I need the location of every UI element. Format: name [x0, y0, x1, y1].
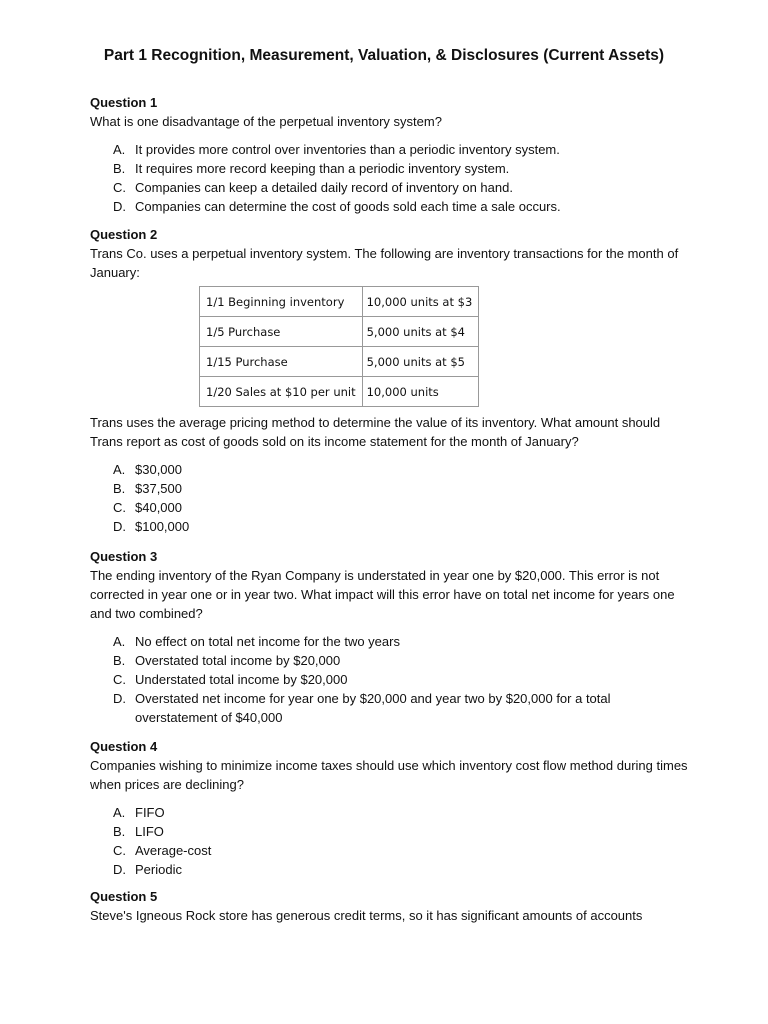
question-2-continued — [90, 413, 670, 536]
page-title: Part 1 Recognition, Measurement, Valuation, & Disclosures (Current Assets) — [103, 47, 665, 64]
option-letter: D. — [113, 862, 126, 877]
option-d — [90, 860, 690, 879]
option-letter: A. — [113, 805, 126, 820]
option-letter: A. — [113, 462, 126, 477]
option-d — [90, 517, 670, 536]
answer-options — [90, 803, 690, 879]
option-c — [90, 178, 690, 197]
option-a — [90, 460, 670, 479]
option-b — [90, 479, 670, 498]
option-c — [90, 498, 670, 517]
option-b — [90, 822, 690, 841]
question-text: Trans uses the average pricing method to determine the value of its inventory. What amount should Trans report as cost of goods sold on its income statement for the month of January? — [90, 415, 661, 449]
option-letter: C. — [113, 180, 126, 195]
table-cell: 1/5 Purchase — [200, 317, 363, 347]
question-text: Companies wishing to minimize income taxes should use which inventory cost flow method during times when prices are declining? — [90, 758, 688, 792]
question-text: The ending inventory of the Ryan Company is understated in year one by $20,000. This error is not corrected in year one or in year two. What impact will this error have on total net income for years one and two combined? — [90, 568, 675, 621]
option-text: Understated total income by $20,000 — [135, 672, 348, 687]
option-letter: D. — [113, 199, 126, 214]
table-cell: 1/15 Purchase — [200, 347, 363, 377]
question-1 — [90, 93, 690, 216]
answer-options — [90, 632, 690, 727]
table-cell: 5,000 units at $4 — [362, 317, 479, 347]
table-cell: 10,000 units — [362, 377, 479, 407]
question-label: Question 2 — [90, 227, 158, 242]
option-letter: B. — [113, 824, 126, 839]
option-letter: D. — [113, 691, 126, 706]
question-text: Steve's Igneous Rock store has generous credit terms, so it has significant amounts of accounts — [90, 908, 643, 923]
option-text: LIFO — [135, 824, 164, 839]
question-label: Question 3 — [90, 549, 158, 564]
option-letter: B. — [113, 653, 126, 668]
question-label: Question 4 — [90, 739, 158, 754]
option-text: Overstated total income by $20,000 — [135, 653, 341, 668]
option-text: Companies can determine the cost of goods sold each time a sale occurs. — [135, 199, 561, 214]
option-letter: A. — [113, 142, 126, 157]
option-a — [90, 140, 690, 159]
option-letter: C. — [113, 672, 126, 687]
table-row — [200, 317, 479, 347]
question-2 — [90, 225, 680, 282]
question-text: Trans Co. uses a perpetual inventory system. The following are inventory transactions for the month of January: — [90, 246, 679, 280]
option-b — [90, 159, 690, 178]
table-row — [200, 347, 479, 377]
option-text: Average-cost — [135, 843, 212, 858]
option-d — [90, 689, 615, 727]
option-text: Companies can keep a detailed daily record of inventory on hand. — [135, 180, 513, 195]
option-letter: B. — [113, 481, 126, 496]
table-row — [200, 287, 479, 317]
option-letter: B. — [113, 161, 126, 176]
option-text: Overstated net income for year one by $20,000 and year two by $20,000 for a total overstatement of $40,000 — [135, 691, 611, 725]
option-d — [90, 197, 690, 216]
option-a — [90, 803, 690, 822]
inventory-table — [199, 286, 479, 407]
option-text: $30,000 — [135, 462, 182, 477]
option-letter: D. — [113, 519, 126, 534]
option-text: Periodic — [135, 862, 182, 877]
option-c — [90, 841, 690, 860]
question-label: Question 1 — [90, 95, 158, 110]
option-c — [90, 670, 690, 689]
table-cell: 5,000 units at $5 — [362, 347, 479, 377]
table-cell: 10,000 units at $3 — [362, 287, 479, 317]
option-letter: C. — [113, 843, 126, 858]
table-row — [200, 377, 479, 407]
option-text: It requires more record keeping than a periodic inventory system. — [135, 161, 510, 176]
table-cell: 1/1 Beginning inventory — [200, 287, 363, 317]
question-3 — [90, 547, 690, 727]
option-text: $40,000 — [135, 500, 182, 515]
question-5 — [90, 887, 730, 925]
option-text: No effect on total net income for the two years — [135, 634, 400, 649]
answer-options — [90, 460, 670, 536]
table-cell: 1/20 Sales at $10 per unit — [200, 377, 363, 407]
question-4 — [90, 737, 690, 879]
option-text: $37,500 — [135, 481, 182, 496]
answer-options — [90, 140, 690, 216]
option-text: $100,000 — [135, 519, 190, 534]
option-text: FIFO — [135, 805, 165, 820]
option-a — [90, 632, 690, 651]
question-text: What is one disadvantage of the perpetual inventory system? — [90, 114, 442, 129]
option-text: It provides more control over inventories than a periodic inventory system. — [135, 142, 560, 157]
option-letter: A. — [113, 634, 126, 649]
option-b — [90, 651, 690, 670]
option-letter: C. — [113, 500, 126, 515]
question-label: Question 5 — [90, 889, 158, 904]
